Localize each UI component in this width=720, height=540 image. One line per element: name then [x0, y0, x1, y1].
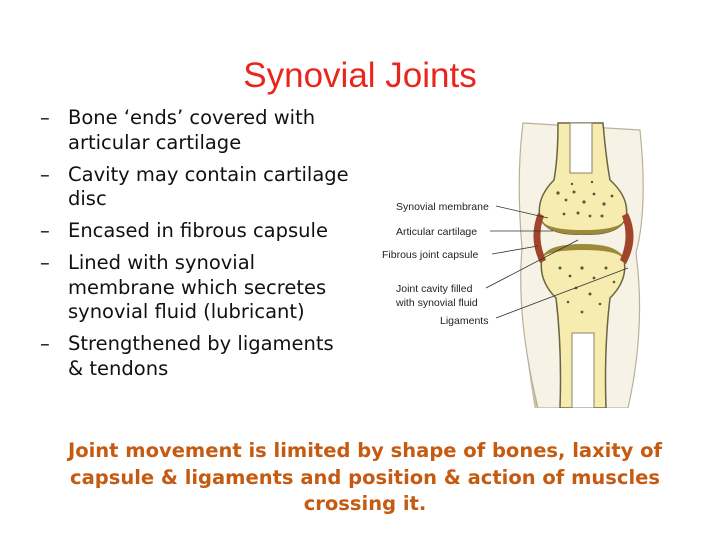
slide-title: Synovial Joints	[243, 56, 477, 95]
bullet-text: Strengthened by ligaments & tendons	[68, 332, 334, 380]
footer-note: Joint movement is limited by shape of bones, laxity of capsule & ligaments and position & action of muscles crossing it.	[67, 439, 663, 515]
label-articular-cartilage: Articular cartilage	[396, 226, 478, 238]
bullet-item	[40, 219, 350, 244]
bullet-item	[40, 332, 350, 381]
bullet-marker: –	[40, 219, 50, 242]
label-joint-cavity-2: with synovial fluid	[396, 297, 478, 309]
lower-marrow	[572, 333, 594, 408]
label-fibrous-capsule: Fibrous joint capsule	[382, 249, 479, 261]
bullet-item	[40, 163, 350, 212]
bullet-text: Cavity may contain cartilage disc	[68, 162, 349, 210]
synovial-joint-diagram	[378, 118, 678, 408]
bullet-marker: –	[40, 332, 50, 355]
bullet-list	[40, 106, 350, 389]
bullet-item	[40, 106, 350, 155]
bullet-marker: –	[40, 106, 50, 129]
label-joint-cavity-1: Joint cavity filled	[396, 283, 473, 295]
label-ligaments: Ligaments	[440, 315, 489, 327]
bullet-text: Lined with synovial membrane which secretes synovial fluid (lubricant)	[68, 251, 327, 323]
upper-marrow	[570, 123, 592, 173]
bullet-text: Bone ‘ends’ covered with articular cartilage	[68, 106, 316, 154]
bullet-item	[40, 251, 350, 325]
bullet-marker: –	[40, 162, 50, 186]
bullet-marker: –	[40, 251, 50, 274]
bullet-text: Encased in fibrous capsule	[68, 219, 328, 242]
label-synovial-membrane: Synovial membrane	[396, 201, 489, 213]
